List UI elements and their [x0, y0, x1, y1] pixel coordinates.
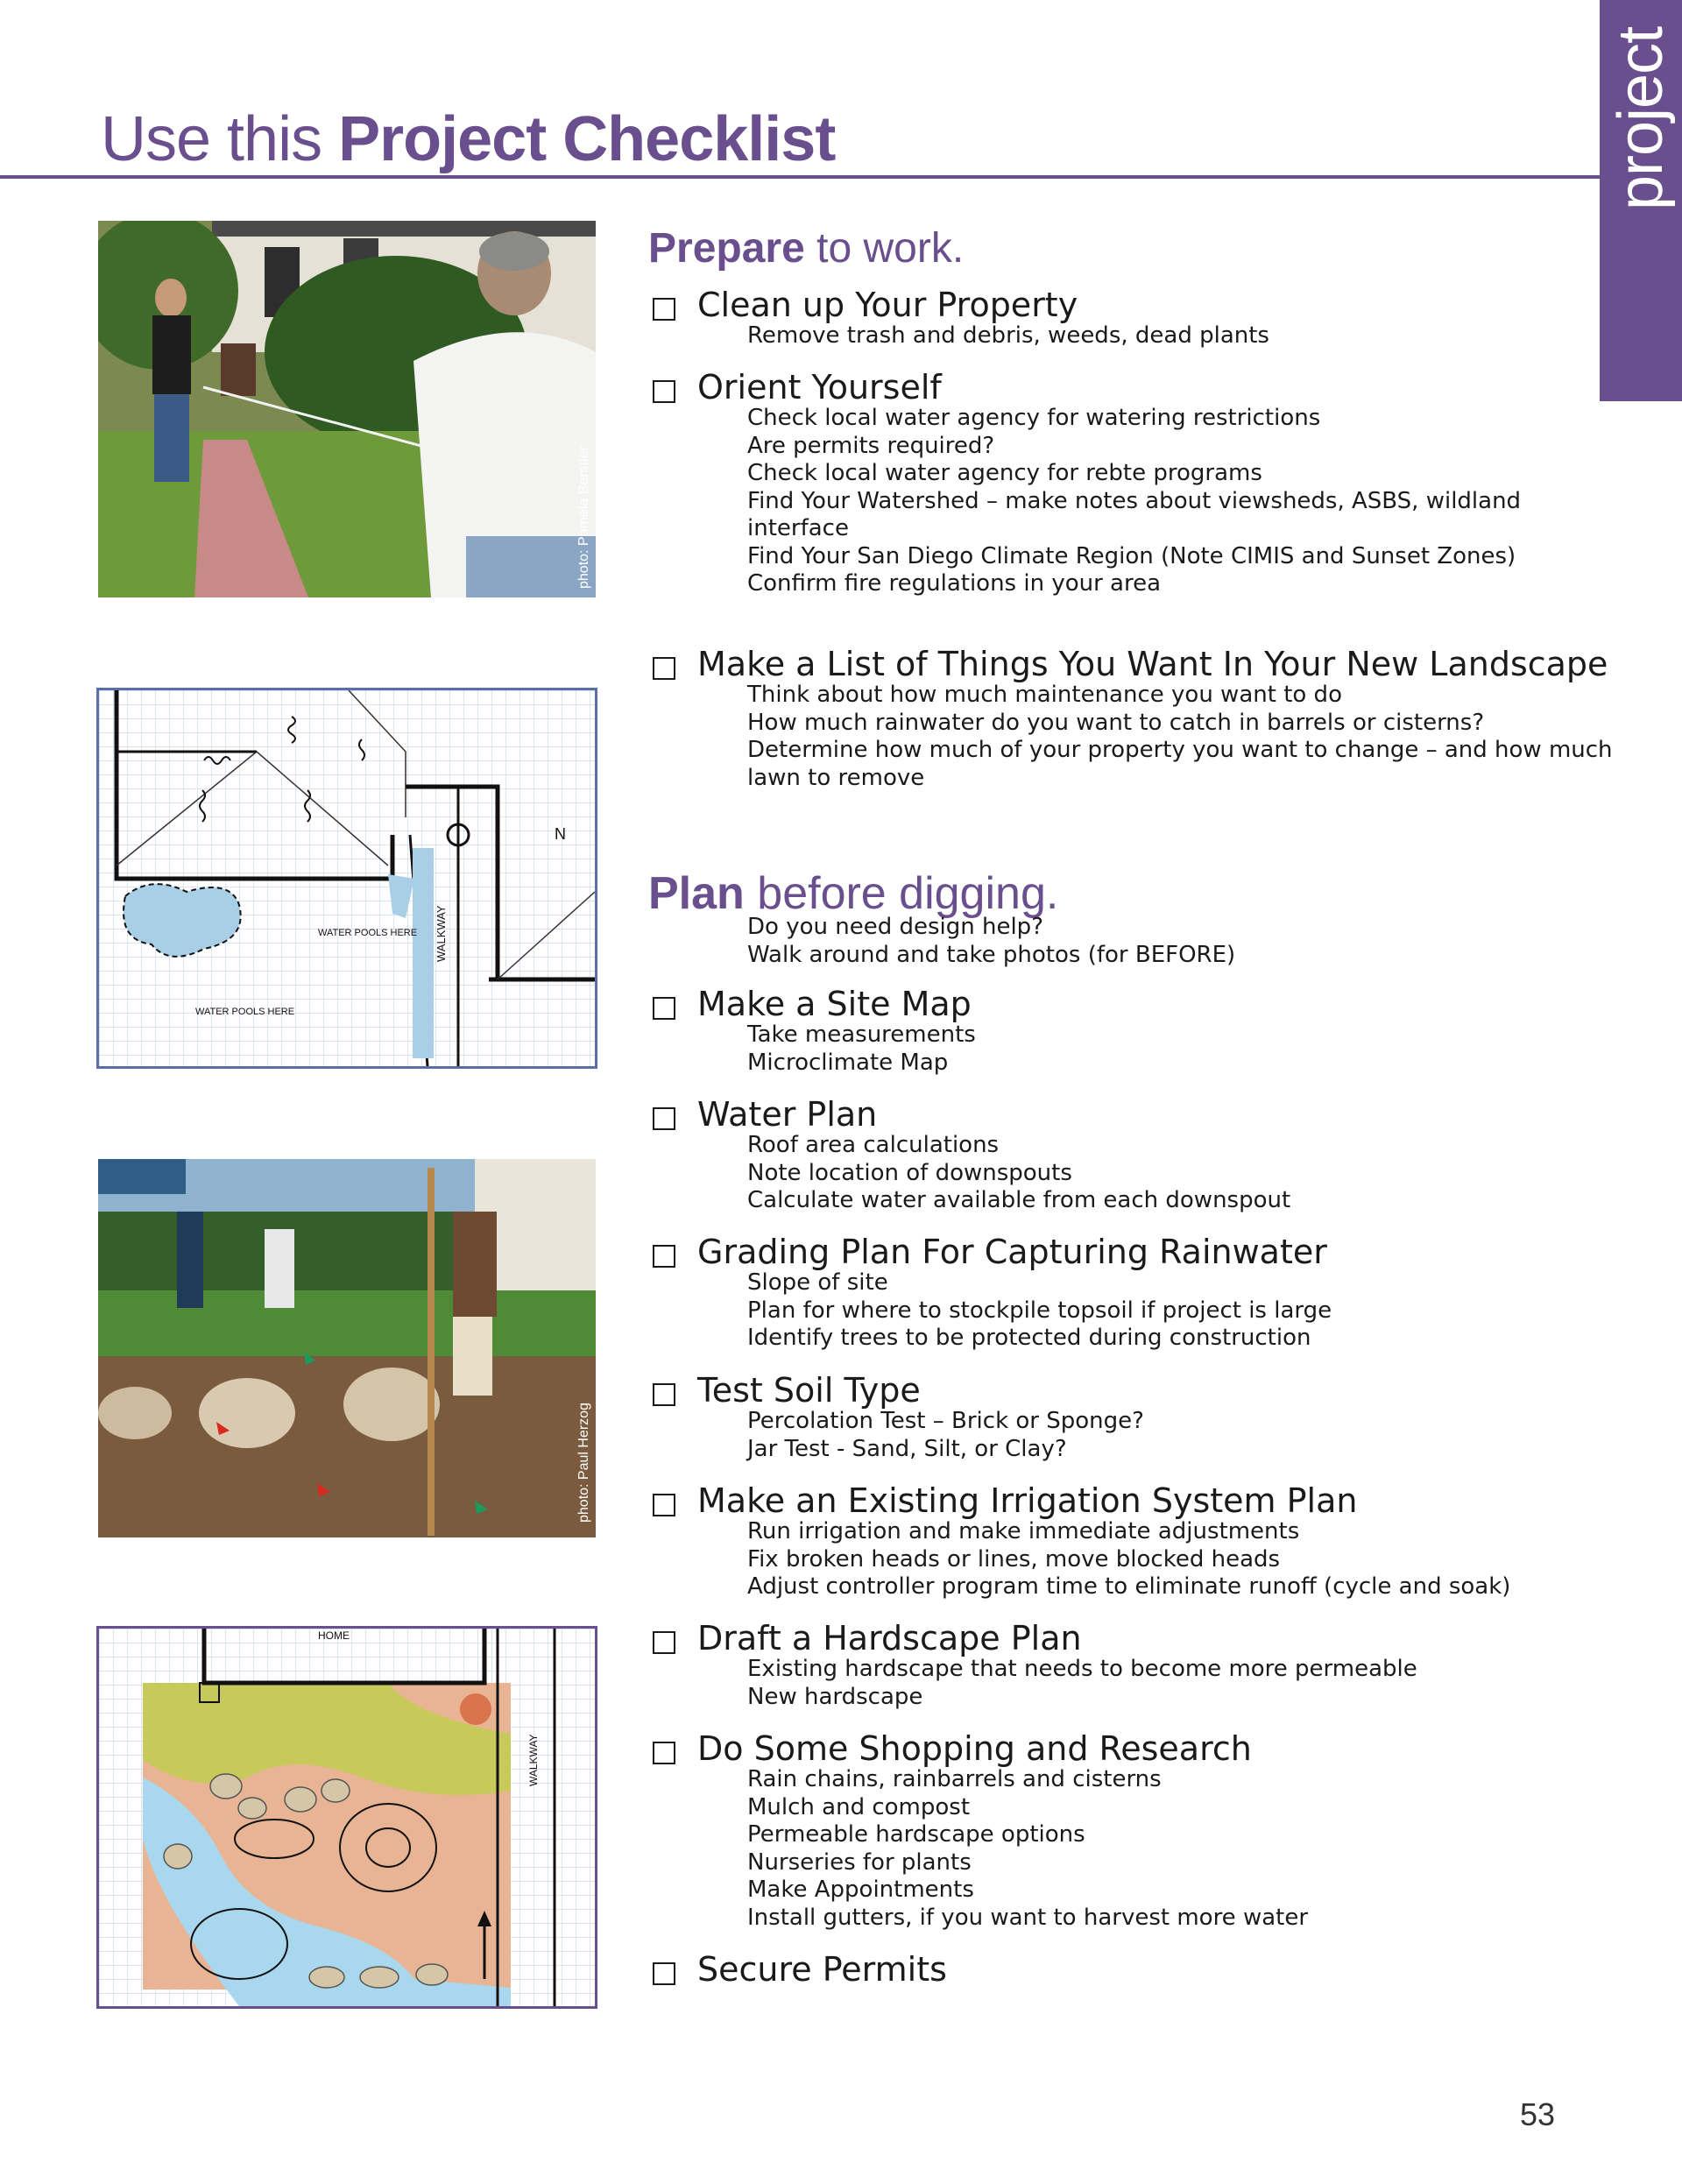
sketch-label-walkway: WALKWAY [435, 905, 448, 962]
subtask: Plan for where to stockpile topsoil if project is large [747, 1297, 1332, 1324]
prepare-heading [648, 224, 964, 272]
subtask: Calculate water available from each downspout [747, 1187, 1291, 1213]
subtask: Remove trash and debris, weeds, dead plants [747, 322, 1269, 349]
prepare-heading-rest: to work. [804, 225, 965, 272]
subtask: Rain chains, rainbarrels and cisterns [747, 1766, 1162, 1792]
subtask: Find Your Watershed – make notes about viewsheds, ASBS, wildland interface [747, 487, 1522, 541]
sketch-label-pools-a: WATER POOLS HERE [318, 928, 418, 938]
item-title: Test Soil Type [697, 1371, 921, 1410]
item-title: Draft a Hardscape Plan [697, 1619, 1082, 1657]
subtask: Note location of downspouts [747, 1159, 1072, 1186]
plan-intro [747, 914, 1623, 969]
photo-credit: photo: Pamela Berstler [576, 446, 591, 589]
intro-line: Do you need design help? [747, 914, 1043, 940]
photo-credit: photo: Paul Herzog [576, 1403, 591, 1523]
item-title: Secure Permits [697, 1950, 947, 1989]
subtask: Adjust controller program time to eliminate runoff (cycle and soak) [747, 1573, 1511, 1600]
item-title: Orient Yourself [697, 368, 942, 406]
title-bold: Project Checklist [338, 104, 836, 174]
subtask: Permeable hardscape options [747, 1821, 1085, 1848]
subtask: Mulch and compost [747, 1793, 971, 1820]
sketch-label-home: HOME [318, 1629, 350, 1642]
sketch-grading-plan [96, 1626, 597, 2009]
item-subtasks [747, 405, 1553, 598]
item-title: Do Some Shopping and Research [697, 1729, 1252, 1768]
checkbox[interactable] [653, 1631, 675, 1654]
sketch-water-pools [96, 688, 597, 1069]
subtask: How much rainwater do you want to catch in barrels or cisterns? [747, 709, 1485, 736]
title-light: Use this [101, 104, 339, 174]
subtask: Determine how much of your property you want to change – and how much lawn to remove [747, 737, 1613, 791]
page-number: 53 [1520, 2096, 1556, 2132]
sketch-label-pools-b: WATER POOLS HERE [195, 1007, 295, 1017]
title-rule [0, 175, 1600, 179]
subtask: Jar Test - Sand, Silt, or Clay? [747, 1435, 1067, 1462]
subtask: Are permits required? [747, 432, 995, 459]
subtask: Think about how much maintenance you want to do [747, 682, 1342, 708]
photo-workshop-boulders [98, 1159, 596, 1537]
intro-line: Walk around and take photos (for BEFORE) [747, 941, 1236, 968]
subtask: Check local water agency for rebte programs [747, 460, 1262, 486]
item-title: Water Plan [697, 1095, 878, 1134]
checkbox[interactable] [653, 997, 675, 1020]
item-subtasks [747, 1021, 1623, 1077]
item-subtasks [747, 1766, 1623, 1932]
sketch-label-walkway: WALKWAY [527, 1734, 540, 1786]
checkbox[interactable] [653, 657, 675, 680]
checkbox[interactable] [653, 1494, 675, 1516]
subtask: Nurseries for plants [747, 1848, 972, 1876]
side-tab-label: project [1606, 26, 1676, 210]
item-subtasks [747, 1408, 1623, 1463]
checkbox[interactable] [653, 1107, 675, 1130]
subtask: Microclimate Map [747, 1049, 949, 1076]
plan-heading-bold: Plan [648, 868, 745, 919]
plan-heading [648, 867, 1058, 920]
item-title: Make an Existing Irrigation System Plan [697, 1481, 1358, 1520]
page-title [101, 103, 835, 175]
item-title: Make a List of Things You Want In Your New Landscape [697, 645, 1608, 683]
subtask: Percolation Test – Brick or Sponge? [747, 1408, 1144, 1434]
plan-heading-rest: before digging. [744, 868, 1059, 919]
subtask: Confirm fire regulations in your area [747, 570, 1162, 597]
photo-measuring-yard [98, 221, 596, 597]
item-subtasks [747, 1132, 1623, 1215]
prepare-heading-bold: Prepare [648, 225, 805, 272]
subtask: Install gutters, if you want to harvest more water [747, 1904, 1309, 1931]
subtask: Make Appointments [747, 1877, 974, 1903]
item-title: Clean up Your Property [697, 286, 1078, 324]
subtask: Run irrigation and make immediate adjustments [747, 1518, 1300, 1544]
subtask: Find Your San Diego Climate Region (Note CIMIS and Sunset Zones) [747, 542, 1516, 569]
checkbox[interactable] [653, 1742, 675, 1764]
checkbox[interactable] [653, 298, 675, 321]
subtask: Slope of site [747, 1269, 888, 1296]
subtask: New hardscape [747, 1683, 923, 1710]
item-subtasks [747, 1656, 1623, 1711]
item-subtasks [747, 682, 1615, 792]
item-title: Grading Plan For Capturing Rainwater [697, 1233, 1327, 1271]
subtask: Check local water agency for watering restrictions [747, 405, 1321, 431]
subtask: Existing hardscape that needs to become more permeable [747, 1656, 1417, 1682]
item-subtasks [747, 1269, 1623, 1353]
item-subtasks [747, 1518, 1588, 1601]
checkbox[interactable] [653, 1962, 675, 1985]
item-subtasks [747, 322, 1623, 350]
sketch-label-north: N [555, 825, 566, 843]
subtask: Roof area calculations [747, 1132, 1000, 1158]
subtask: Take measurements [747, 1021, 976, 1048]
checkbox[interactable] [653, 1245, 675, 1268]
subtask: Fix broken heads or lines, move blocked heads [747, 1545, 1281, 1573]
checkbox[interactable] [653, 1383, 675, 1406]
subtask: Identify trees to be protected during construction [747, 1325, 1311, 1351]
item-title: Make a Site Map [697, 985, 972, 1023]
checkbox[interactable] [653, 380, 675, 403]
